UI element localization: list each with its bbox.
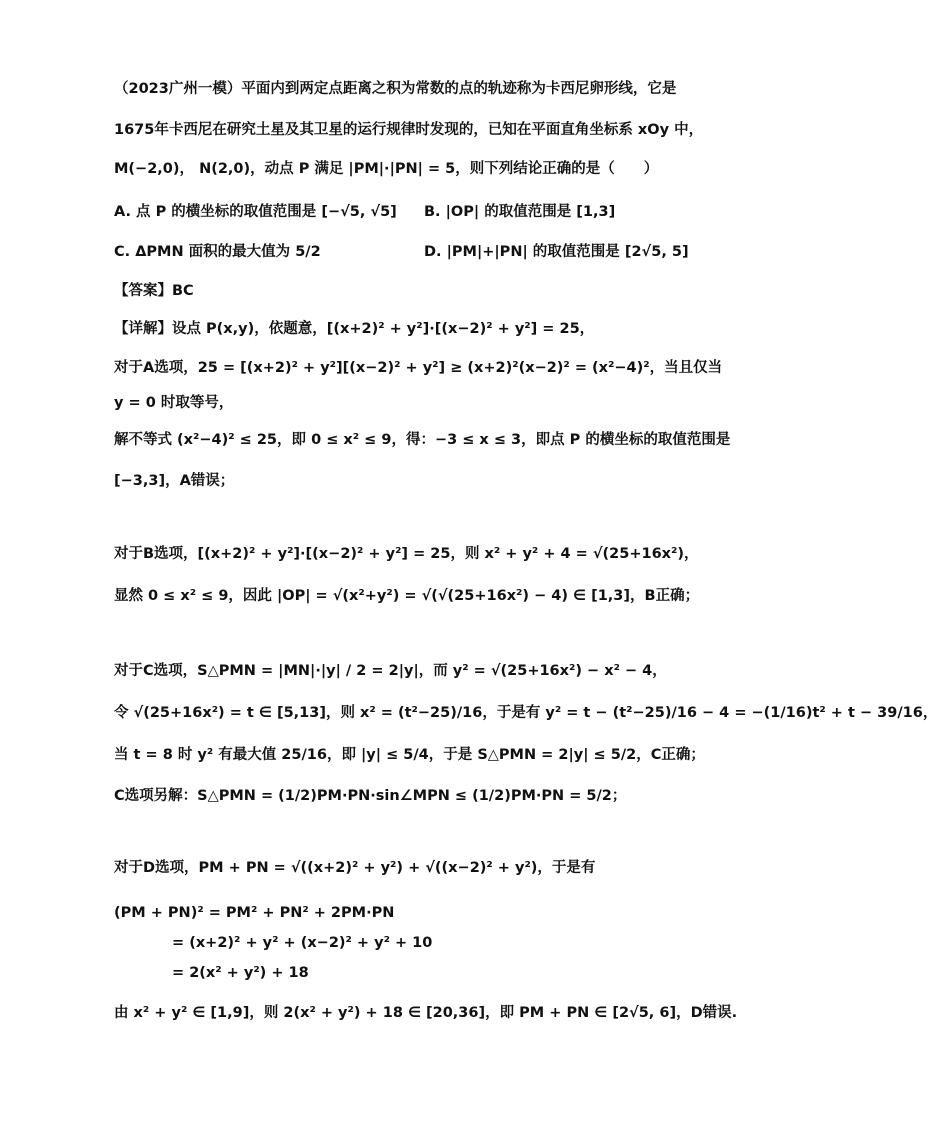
solution-a-line-4: [−3,3]，A错误； xyxy=(114,473,235,489)
solution-a-line-2: y = 0 时取等号， xyxy=(114,395,234,411)
option-c: C. ΔPMN 面积的最大值为 5/2 xyxy=(114,244,321,260)
option-a: A. 点 P 的横坐标的取值范围是 [−√5, √5] xyxy=(114,204,397,220)
answer-label: 【答案】BC xyxy=(114,283,194,299)
solution-d-line-2: (PM + PN)² = PM² + PN² + 2PM·PN xyxy=(114,905,395,921)
solution-c-line-1: 对于C选项，S△PMN = |MN|·|y| / 2 = 2|y|，而 y² = √(25+16x²) − x² − 4， xyxy=(114,663,667,679)
solution-a-line-1: 对于A选项，25 = [(x+2)² + y²][(x−2)² + y²] ≥ (x+2)²(x−2)² = (x²−4)²，当且仅当 xyxy=(114,360,723,376)
solution-d-line-3: = (x+2)² + y² + (x−2)² + y² + 10 xyxy=(172,935,433,951)
solution-c-line-4: C选项另解：S△PMN = (1/2)PM·PN·sin∠MPN ≤ (1/2)PM·PN = 5/2； xyxy=(114,788,627,804)
solution-d-line-5: 由 x² + y² ∈ [1,9]，则 2(x² + y²) + 18 ∈ [20,36]，即 PM + PN ∈ [2√5, 6]，D错误. xyxy=(114,1005,738,1021)
problem-line-3: M(−2,0)， N(2,0)，动点 P 满足 |PM|·|PN| = 5，则下列结论正确的是（ ） xyxy=(114,161,659,177)
solution-b-line-2: 显然 0 ≤ x² ≤ 9，因此 |OP| = √(x²+y²) = √(√(25+16x²) − 4) ∈ [1,3]，B正确； xyxy=(114,588,700,604)
option-d: D. |PM|+|PN| 的取值范围是 [2√5, 5] xyxy=(424,244,689,260)
solution-c-line-3: 当 t = 8 时 y² 有最大值 25/16，即 |y| ≤ 5/4，于是 S△PMN = 2|y| ≤ 5/2，C正确； xyxy=(114,747,705,763)
solution-a-line-3: 解不等式 (x²−4)² ≤ 25，即 0 ≤ x² ≤ 9，得：−3 ≤ x ≤ 3，即点 P 的横坐标的取值范围是 xyxy=(114,432,731,448)
solution-intro: 【详解】设点 P(x,y)，依题意，[(x+2)² + y²]·[(x−2)² + y²] = 25， xyxy=(114,321,595,337)
problem-line-2: 1675年卡西尼在研究土星及其卫星的运行规律时发现的，已知在平面直角坐标系 xOy 中， xyxy=(114,122,704,138)
solution-b-line-1: 对于B选项，[(x+2)² + y²]·[(x−2)² + y²] = 25，则 x² + y² + 4 = √(25+16x²)， xyxy=(114,546,699,562)
option-b: B. |OP| 的取值范围是 [1,3] xyxy=(424,204,616,220)
problem-line-1: （2023广州一模）平面内到两定点距离之积为常数的点的轨迹称为卡西尼卵形线，它是 xyxy=(114,81,677,97)
solution-c-line-2: 令 √(25+16x²) = t ∈ [5,13]，则 x² = (t²−25)/16，于是有 y² = t − (t²−25)/16 − 4 = −(1/16)t² + t − 39/16， xyxy=(114,705,937,721)
solution-d-line-4: = 2(x² + y²) + 18 xyxy=(172,965,309,981)
solution-d-line-1: 对于D选项，PM + PN = √((x+2)² + y²) + √((x−2)² + y²)，于是有 xyxy=(114,860,596,876)
